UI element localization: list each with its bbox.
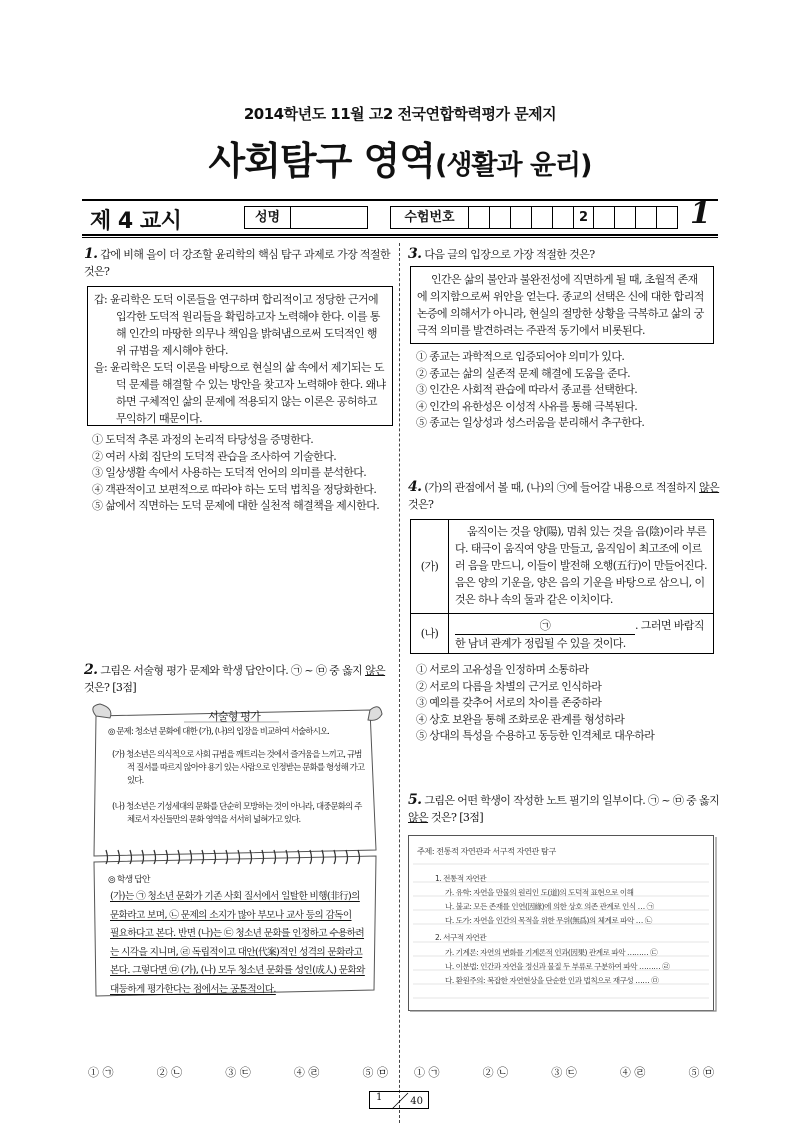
option-3[interactable]: ③ ㉢ [225,1066,251,1079]
question-number: 5. [408,792,422,808]
question-stem: 그림은 서술형 평가 문제와 학생 답안이다. ㉠ ~ ㉤ 중 옳지 [100,664,366,677]
q2-worksheet [84,700,384,1000]
q4-na-text [449,614,714,654]
note-item: 다. 환원주의: 복잡한 자연현상을 단순한 인과 법칙으로 재구성 …… ㉤ [445,976,659,985]
question-stem: 것은? [3점] [428,811,484,824]
q4-na-label: (나) [411,614,449,654]
question-number: 3. [408,246,422,262]
exam-number-cell[interactable] [511,207,532,228]
exam-number-cell[interactable] [636,207,657,228]
question-stem: 갑에 비해 을이 더 강조할 윤리학의 핵심 탐구 과제로 가장 적절한 것은? [84,248,390,278]
question-number: 4. [408,479,422,495]
worksheet-question: ◎ 문제: 청소년 문화에 대한 (가), (나)의 입장을 비교하여 서술하시오. [108,726,330,736]
option-1[interactable]: ① 도덕적 추론 과정의 논리적 타당성을 증명한다. [92,433,314,446]
q5-options [414,1064,714,1080]
footer-total: 40 [410,1096,423,1107]
option-4[interactable]: ④ ㉣ [619,1066,646,1079]
note-item: 나. 이분법: 인간과 자연을 정신과 물질 두 부류로 구분하여 파악 ……… ㉣ [445,962,670,971]
q4-na-line1: . 그러면 바람직 [635,619,704,632]
note-section-1: 1. 전통적 자연관 [435,874,487,883]
question-2 [84,662,396,696]
option-4[interactable]: ④ ㉣ [293,1066,320,1079]
exam-number-field[interactable] [390,206,678,229]
header-top-rule [82,199,718,201]
student-answer-line: 는 시각을 지니며, ㉣ 독립적이고 대안(代案)적인 성격의 문화라고 [110,946,363,958]
student-answer-line: 필요하다고 본다. 반면 (나)는 ㉢ 청소년 문화를 인정하고 수용하려 [110,928,365,939]
question-stem-emphasis: 않은 [365,664,386,677]
option-5[interactable]: ⑤ ㉤ [688,1066,714,1079]
q4-ga-text: 움직이는 것을 양(陽), 멈춰 있는 것을 음(陰)이라 부른다. 태극이 움직여 양을 만들고, 움직임이 최고조에 이르러 음을 만드니, 이들이 발전해 오행(五行)이 만들어진다. 음은 양의 기운을, 양은 음의 기운을 바탕으로 삼으니, 이것은 하나 속의 둘과 같은 이치이다. [449,520,714,614]
note-topic: 주제: 전통적 자연관과 서구적 자연관 탐구 [417,846,556,856]
exam-number-label: 수험번호 [391,207,469,228]
option-1[interactable]: ① ㉠ [88,1066,114,1079]
question-3 [408,246,718,263]
q4-options [416,662,716,745]
question-stem: 것은? [3점] [84,681,137,694]
header-double-rule [82,234,718,238]
q2-options [88,1064,388,1080]
note-item: 가. 유학: 자연을 만물의 원리인 도(道)의 도덕적 표현으로 이해 [445,888,634,897]
option-3[interactable]: ③ 인간은 사회적 관습에 따라서 종교를 선택한다. [416,383,638,397]
question-stem-emphasis: 않은 [699,481,720,494]
note-item: 나. 불교: 모든 존재를 인연(因緣)에 의한 상호 의존 관계로 인식 … ㉠ [445,902,654,911]
question-1 [84,246,396,280]
exam-title-main: 사회탐구 영역 [208,139,435,183]
exam-number-cell-fixed: 2 [574,207,595,228]
exam-number-cell[interactable] [615,207,636,228]
q1-passage-box [87,286,393,426]
q1-passage-gap: 갑: 윤리학은 도덕 이론들을 연구하며 합리적이고 정당한 근거에 입각한 도덕적 원리들을 확립하고자 노력해야 한다. 이를 통해 인간의 마땅한 의무나 책임을 밝혀냄으로써 도덕적인 행위 규범을 제시해야 한다. [94,293,380,357]
option-4[interactable]: ④ 객관적이고 보편적으로 따라야 하는 도덕 법칙을 정당화한다. [92,482,377,496]
student-answer-line: 문화라고 보며, ㉡ 문제의 소지가 많아 부모나 교사 등의 감독이 [110,909,352,921]
note-item: 가. 기계론: 자연의 변화를 기계론적 인과(因果) 관계로 파악 ……… ㉢ [445,948,658,957]
q1-options [92,432,394,515]
q4-ga-label: (가) [411,520,449,614]
student-answer-line: 대등하게 평가한다는 점에서는 공통적이다. [110,983,276,995]
exam-number-cell[interactable] [553,207,574,228]
page-footer [369,1091,429,1109]
option-2[interactable]: ② 서로의 다름을 차별의 근거로 인식하라 [416,679,602,693]
q4-blank: ㉠ [455,617,635,635]
option-3[interactable]: ③ 예의를 갖추어 서로의 차이를 존중하라 [416,696,602,710]
option-1[interactable]: ① ㉠ [414,1066,440,1079]
worksheet-title: 서술형 평가 [208,710,260,723]
q4-table [410,519,714,654]
note-item: 다. 도가: 자연을 인간의 목적을 위한 무위(無爲)의 체계로 파악 … ㉡ [445,916,652,925]
option-4[interactable]: ④ 상호 보완을 통해 조화로운 관계를 형성하라 [416,712,625,726]
student-answer-line: (가)는 ㉠ 청소년 문화가 기존 사회 질서에서 일탈한 비행(非行)의 [110,891,360,902]
question-stem-emphasis: 않은 [408,811,429,824]
question-number: 1. [84,246,98,262]
q3-passage-box [410,266,714,344]
option-1[interactable]: ① 종교는 과학적으로 입증되어야 의미가 있다. [416,350,625,363]
option-2[interactable]: ② 종교는 삶의 실존적 문제 해결에 도움을 준다. [416,366,631,380]
student-answer-label: ◎ 학생 답안 [108,875,150,885]
option-4[interactable]: ④ 인간의 유한성은 이성적 사유를 통해 극복된다. [416,399,638,413]
option-5[interactable]: ⑤ 상대의 특성을 수용하고 동등한 인격체로 대우하라 [416,729,655,743]
question-5 [408,792,720,826]
question-4 [408,479,720,513]
student-answer-line: 본다. 그렇다면 ㉤ (가), (나) 모두 청소년 문화를 성인(成人) 문화와 [110,965,365,976]
option-2[interactable]: ② ㉡ [156,1066,183,1079]
worksheet-passage-na: (나) 청소년은 기성세대의 문화를 단순히 모방하는 것이 아니라, 대중문화의 주체로서 자신들만의 문화 영역을 서서히 넓혀가고 있다. [112,801,362,824]
column-divider [399,243,400,1123]
exam-number-cell[interactable] [594,207,615,228]
question-stem: 그림은 어떤 학생이 작성한 노트 필기의 일부이다. ㉠ ~ ㉤ 중 옳지 [424,794,720,807]
page-number: 1 [690,196,711,231]
option-3[interactable]: ③ 일상생활 속에서 사용하는 도덕적 언어의 의미를 분석한다. [92,466,367,480]
option-1[interactable]: ① 서로의 고유성을 인정하며 소통하라 [416,663,589,676]
exam-number-cell[interactable] [490,207,511,228]
question-stem: 것은? [408,498,434,511]
option-5[interactable]: ⑤ ㉤ [362,1066,388,1079]
exam-title-sub: (생활과 윤리) [434,150,592,181]
question-number: 2. [84,662,98,678]
notebook-shadow-graphic [404,831,718,1015]
exam-number-cell[interactable] [657,207,677,228]
footer-page: 1 [376,1092,383,1103]
option-2[interactable]: ② ㉡ [482,1066,509,1079]
option-2[interactable]: ② 여러 사회 집단의 도덕적 관습을 조사하여 기술한다. [92,449,337,463]
exam-number-cell[interactable] [532,207,553,228]
exam-title [0,130,800,185]
name-input-area[interactable] [291,207,367,228]
option-5[interactable]: ⑤ 삶에서 직면하는 도덕 문제에 대한 실천적 해결책을 제시한다. [92,499,380,513]
question-stem: (가)의 관점에서 볼 때, (나)의 ㉠에 들어갈 내용으로 적절하지 [424,481,700,494]
worksheet-passage-ga: (가) 청소년은 의식적으로 사회 규범을 깨트리는 것에서 즐거움을 느끼고, 규범적 질서를 따르지 않아야 용기 있는 사람으로 인정받는 문화를 형성해 가고 있다. [112,749,365,785]
exam-number-cell[interactable] [469,207,490,228]
q4-na-line2: 한 남녀 관계가 정립될 수 있을 것이다. [455,637,626,650]
name-label: 성명 [245,207,291,228]
name-field[interactable] [244,206,368,229]
q1-passage-eul: 을: 윤리학은 도덕 이론을 바탕으로 현실의 삶 속에서 제기되는 도덕 문제를 해결할 수 있는 방안을 찾고자 노력해야 한다. 왜냐하면 구체적인 삶의 문제에 적용되지 않는 이론은 공허하고 무익하기 때문이다. [94,361,386,425]
option-3[interactable]: ③ ㉢ [551,1066,577,1079]
q3-options [416,349,716,432]
option-5[interactable]: ⑤ 종교는 일상성과 성스러움을 분리해서 추구한다. [416,416,645,430]
note-section-2: 2. 서구적 자연관 [435,933,487,942]
exam-subtitle: 2014학년도 11월 고2 전국연합학력평가 문제지 [243,105,557,123]
question-stem: 다음 글의 입장으로 가장 적절한 것은? [424,248,595,261]
q3-passage: 인간은 삶의 불안과 불완전성에 직면하게 될 때, 초월적 존재에 의지함으로써 위안을 얻는다. 종교의 선택은 신에 대한 합리적 논증에 의해서가 아니라, 현실의 절망한 상황을 극복하고 삶의 궁극적 의미를 발견하려는 주관적 동기에서 비롯된다. [417,273,704,337]
exam-period: 제 4 교시 [90,209,182,234]
student-answer [110,888,372,999]
